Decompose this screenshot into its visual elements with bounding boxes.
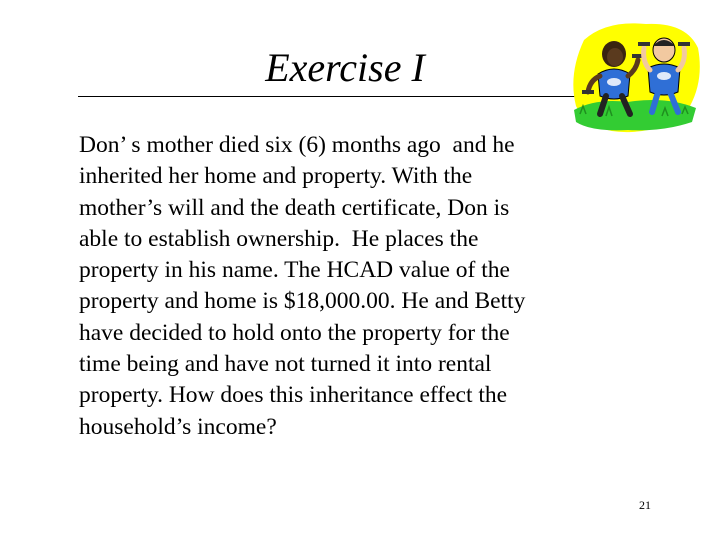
title-divider [78, 96, 598, 97]
body-line: able to establish ownership. He places the [79, 225, 479, 252]
body-line: time being and have not turned it into rental [79, 351, 492, 378]
exercise-body-text [79, 130, 639, 443]
body-line: household’s income? [79, 413, 277, 440]
body-line: Don’ s mother died six (6) months ago and he [79, 132, 515, 158]
page-number: 21 [639, 498, 651, 512]
body-line: mother’s will and the death certificate, Don is [79, 194, 510, 221]
slide-title: Exercise I [265, 45, 425, 90]
body-line: have decided to hold onto the property for the [79, 319, 510, 346]
exercising-people-icon [566, 18, 704, 138]
body-line: property. How does this inheritance effect the [79, 382, 508, 409]
body-line: property and home is $18,000.00. He and Betty [79, 288, 526, 315]
body-line: inherited her home and property. With the [79, 163, 473, 190]
body-line: property in his name. The HCAD value of the [79, 257, 510, 284]
